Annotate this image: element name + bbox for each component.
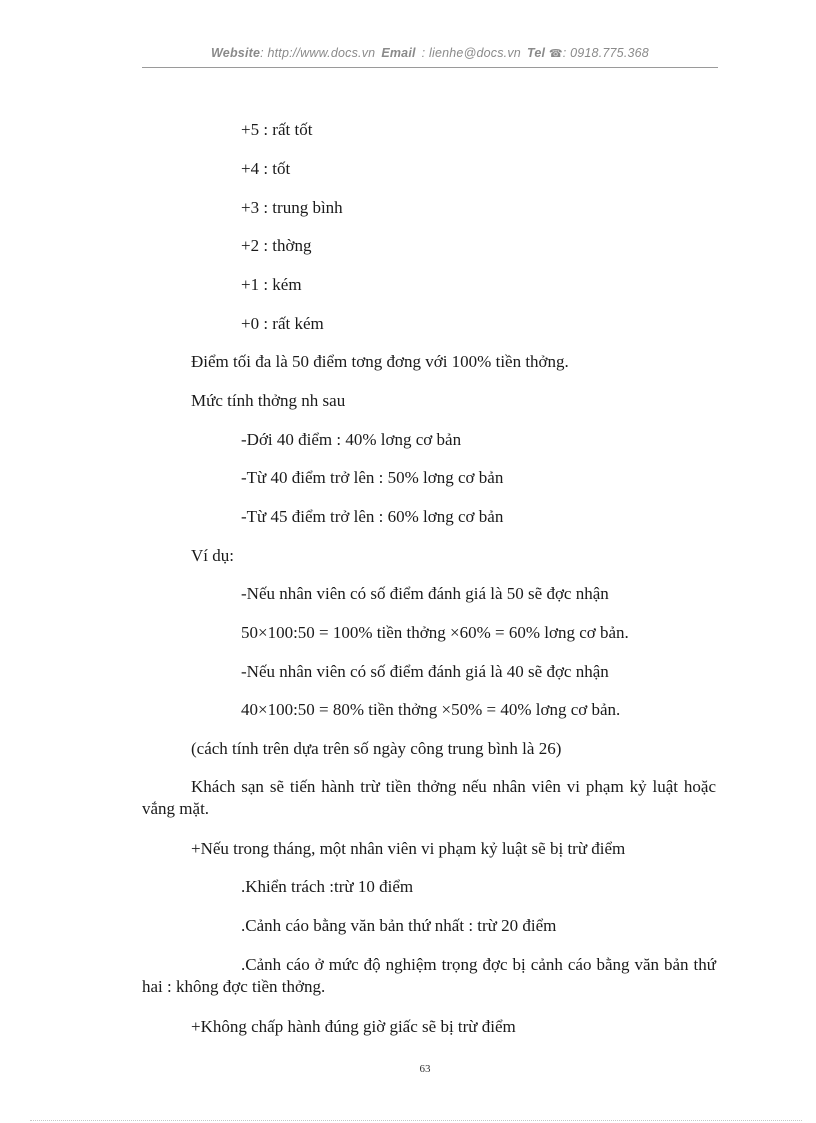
bonus-rate-item: -Dới 40 điểm : 40% lơng cơ bản (241, 430, 462, 449)
bottom-divider (30, 1120, 802, 1121)
punctuality-heading: +Không chấp hành đúng giờ giấc sẽ bị trừ điểm (191, 1017, 516, 1036)
email-label: Email (381, 46, 416, 60)
example-line: -Nếu nhân viên có số điểm đánh giá là 50 sẽ đợc nhận (241, 584, 609, 603)
calculation-note: (cách tính trên dựa trên số ngày công trung bình là 26) (191, 739, 562, 758)
website-label: Website (211, 46, 261, 60)
example-heading: Ví dụ: (191, 546, 234, 565)
email-value[interactable]: : lienhe@docs.vn (421, 46, 521, 60)
example-line: -Nếu nhân viên có số điểm đánh giá là 40 sẽ đợc nhận (241, 662, 609, 681)
example-formula: 50×100:50 = 100% tiền thởng ×60% = 60% lơng cơ bản. (241, 623, 629, 642)
bonus-rate-heading: Mức tính thởng nh sau (191, 391, 346, 410)
phone-icon: ☎ (548, 48, 563, 60)
scale-item-0: +0 : rất kém (241, 314, 324, 333)
scale-item-3: +3 : trung bình (241, 198, 343, 217)
page-header (142, 46, 718, 68)
page-number: 63 (419, 1063, 431, 1075)
violation-heading: +Nếu trong tháng, một nhân viên vi phạm kỷ luật sẽ bị trừ điểm (191, 839, 626, 858)
max-points-text: Điểm tối đa là 50 điểm tơng đơng với 100% tiền thởng. (191, 352, 569, 371)
violation-severe-paragraph: .Cảnh cáo ở mức độ nghiệm trọng đợc bị cảnh cáo bằng văn bản thứ hai : không đợc tiền thởng. (142, 955, 716, 996)
violation-item: .Khiển trách :trừ 10 điểm (241, 877, 414, 896)
example-formula: 40×100:50 = 80% tiền thởng ×50% = 40% lơng cơ bản. (241, 700, 621, 719)
scale-item-2: +2 : thờng (241, 236, 312, 255)
scale-item-1: +1 : kém (241, 275, 302, 294)
tel-label: Tel (526, 46, 546, 60)
violation-item: .Cảnh cáo bằng văn bản thứ nhất : trừ 20 điểm (241, 916, 557, 935)
website-value[interactable]: : http://www.docs.vn (260, 46, 376, 60)
tel-value: : 0918.775.368 (562, 46, 649, 60)
deduction-paragraph: Khách sạn sẽ tiến hành trừ tiền thởng nếu nhân viên vi phạm kỷ luật hoặc vắng mặt. (142, 777, 716, 818)
bonus-rate-item: -Từ 40 điểm trở lên : 50% lơng cơ bản (241, 468, 504, 487)
bonus-rate-item: -Từ 45 điểm trở lên : 60% lơng cơ bản (241, 507, 504, 526)
scale-item-5: +5 : rất tốt (241, 120, 313, 139)
scale-item-4: +4 : tốt (241, 159, 291, 178)
